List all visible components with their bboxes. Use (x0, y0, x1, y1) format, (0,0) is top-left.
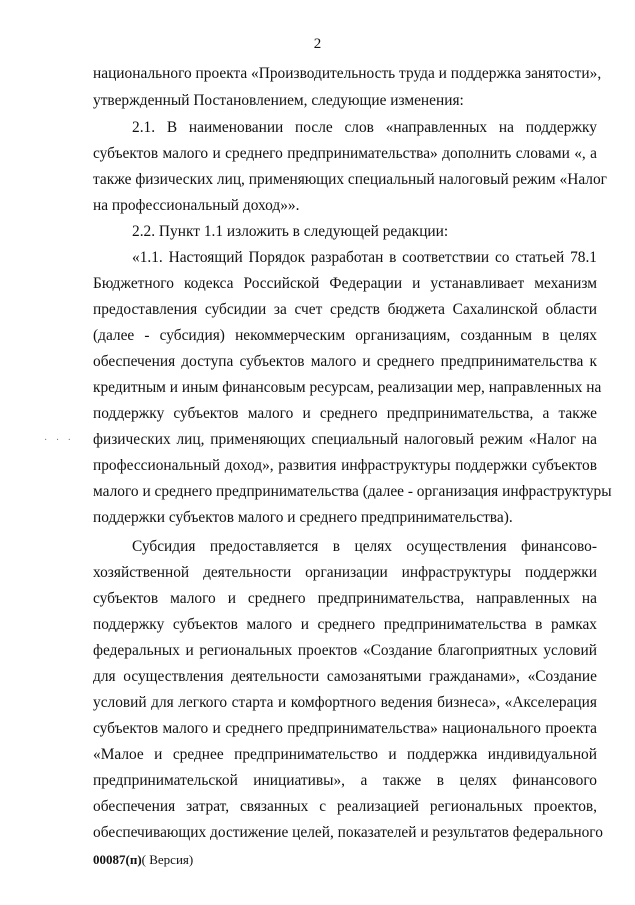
body-line: 2.2. Пункт 1.1 изложить в следующей редакции: (132, 223, 449, 240)
document-code: 00087(п) (93, 852, 142, 867)
document-footer (93, 852, 193, 868)
body-line: «1.1. Настоящий Порядок разработан в соответствии со статьей 78.1 (132, 249, 597, 266)
body-line: поддержку субъектов малого и среднего предпринимательства в рамках (93, 616, 597, 633)
body-line: федеральных и региональных проектов «Создание благоприятных условий (93, 642, 597, 659)
body-line: также физических лиц, применяющих специальный налоговый режим «Налог (93, 171, 607, 188)
body-line: субъектов малого и среднего предпринимательства» дополнить словами «, а (93, 145, 597, 162)
body-line: субъектов малого и среднего предпринимательства, направленных на (93, 590, 597, 607)
body-line: кредитным и иным финансовым ресурсам, реализации мер, направленных на (93, 379, 602, 396)
body-line: на профессиональный доход»». (93, 197, 300, 214)
body-line: поддержку субъектов малого и среднего предпринимательства, а также (93, 405, 597, 422)
body-line: утвержденный Постановлением, следующие изменения: (93, 92, 464, 109)
body-line: (далее - субсидия) некоммерческим организациям, созданным в целях (93, 327, 597, 344)
document-version: ( Версия) (141, 852, 194, 867)
body-line: малого и среднего предпринимательства (далее - организация инфраструктуры (93, 483, 612, 500)
body-line: «Малое и среднее предпринимательство и поддержка индивидуальной (93, 746, 597, 763)
scan-margin-marks: · · · (44, 435, 74, 446)
body-line: предоставления субсидии за счет средств бюджета Сахалинской области (93, 301, 597, 318)
body-line: предпринимательской инициативы», а также в целях финансового (93, 772, 597, 789)
body-line: профессиональный доход», развития инфраструктуры поддержки субъектов (93, 457, 597, 474)
body-line: Бюджетного кодекса Российской Федерации и устанавливает механизм (93, 275, 597, 292)
body-line: поддержки субъектов малого и среднего предпринимательства). (93, 509, 513, 526)
body-line: субъектов малого и среднего предпринимательства» национального проекта (93, 720, 597, 737)
body-line: обеспечения затрат, связанных с реализацией региональных проектов, (93, 798, 597, 815)
body-line: национального проекта «Производительность труда и поддержка занятости», (93, 65, 602, 82)
body-line: 2.1. В наименовании после слов «направленных на поддержку (132, 119, 597, 136)
body-line: для осуществления деятельности самозанятыми гражданами», «Создание (93, 668, 597, 685)
body-line: условий для легкого старта и комфортного ведения бизнеса», «Акселерация (93, 694, 597, 711)
body-line: Субсидия предоставляется в целях осуществления финансово- (132, 538, 597, 555)
body-line: обеспечивающих достижение целей, показателей и результатов федерального (93, 824, 603, 841)
page-number: 2 (313, 36, 322, 52)
body-line: физических лиц, применяющих специальный налоговый режим «Налог на (93, 431, 597, 448)
body-line: обеспечения доступа субъектов малого и среднего предпринимательства к (93, 353, 597, 370)
body-line: хозяйственной деятельности организации инфраструктуры поддержки (93, 564, 597, 581)
